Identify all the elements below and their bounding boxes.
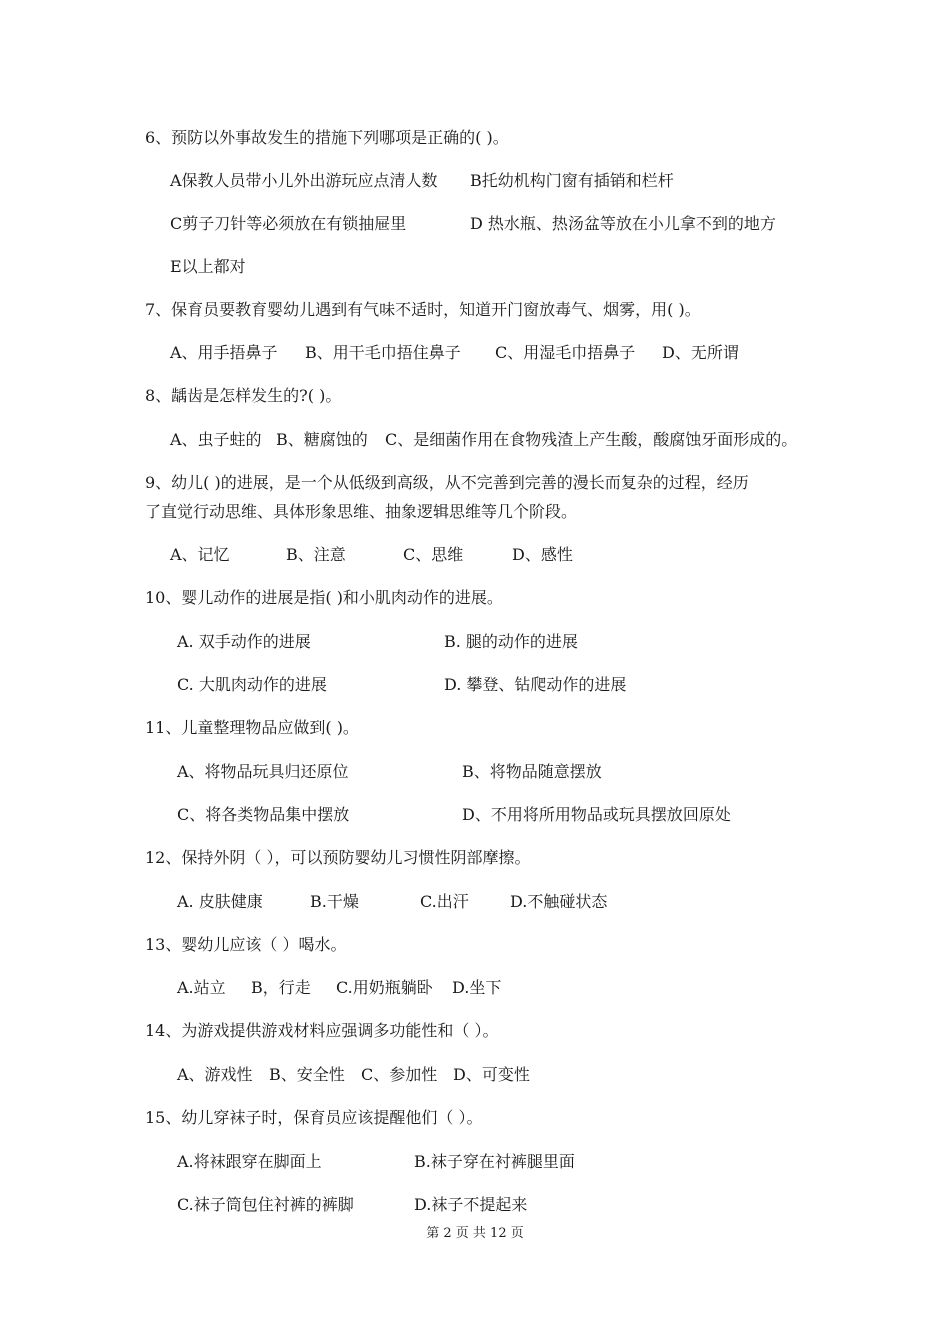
question-9-option-a: A、记忆 [170,545,230,564]
question-14-option-b: B、安全性 [269,1065,345,1084]
question-7-option-a: A、用手捂鼻子 [170,343,278,362]
question-12-stem: 12、保持外阴（ ），可以预防婴幼儿习惯性阴部摩擦。 [145,848,531,867]
question-11-option-c: C、将各类物品集中摆放 [177,805,350,824]
question-14-stem: 14、为游戏提供游戏材料应强调多功能性和（ ）。 [145,1021,499,1040]
question-11-option-b: B、将物品随意摆放 [462,762,602,781]
question-10-option-d: D. 攀登、钻爬动作的进展 [444,675,627,694]
question-15-option-d: D.袜子不提起来 [414,1195,528,1214]
question-15-stem: 15、幼儿穿袜子时，保育员应该提醒他们（ ）。 [145,1108,483,1127]
question-13-stem: 13、婴幼儿应该（ ）喝水。 [145,935,347,954]
question-7-option-d: D、无所谓 [662,343,739,362]
question-12-option-b: B.干燥 [310,892,359,911]
question-15-option-c: C.袜子筒包住衬裤的裤脚 [177,1195,354,1214]
question-10-option-c: C. 大肌肉动作的进展 [177,675,327,694]
question-15-option-a: A.将袜跟穿在脚面上 [177,1152,322,1171]
question-12-option-c: C.出汗 [420,892,469,911]
question-12-option-d: D.不触碰状态 [510,892,608,911]
question-13-option-a: A.站立 [177,978,226,997]
question-13-option-d: D.坐下 [452,978,502,997]
question-11-stem: 11、儿童整理物品应做到( )。 [145,718,359,737]
question-6-option-a: A保教人员带小儿外出游玩应点清人数 [170,171,438,190]
question-14-option-d: D、可变性 [453,1065,530,1084]
question-6-option-b: B托幼机构门窗有插销和栏杆 [470,171,674,190]
question-8-option-c: C、是细菌作用在食物残渣上产生酸，酸腐蚀牙面形成的。 [385,430,798,449]
question-9-stem-line-1: 9、幼儿( )的进展，是一个从低级到高级，从不完善到完善的漫长而复杂的过程，经历 [145,473,749,492]
question-7-stem: 7、保育员要教育婴幼儿遇到有气味不适时，知道开门窗放毒气、烟雾，用( )。 [145,300,701,319]
question-13-option-c: C.用奶瓶躺卧 [336,978,433,997]
question-15-option-b: B.袜子穿在衬裤腿里面 [414,1152,575,1171]
question-14-option-c: C、参加性 [361,1065,438,1084]
question-9-stem-line-2: 了直觉行动思维、具体形象思维、抽象逻辑思维等几个阶段。 [145,502,578,521]
question-11-option-a: A、将物品玩具归还原位 [177,762,349,781]
question-7-option-b: B、用干毛巾捂住鼻子 [305,343,461,362]
question-6-option-d: D 热水瓶、热汤盆等放在小儿拿不到的地方 [470,214,776,233]
question-11-option-d: D、不用将所用物品或玩具摆放回原处 [462,805,731,824]
question-10-option-a: A. 双手动作的进展 [177,632,311,651]
question-9-option-d: D、感性 [512,545,573,564]
question-6-option-c: C剪子刀针等必须放在有锁抽屉里 [170,214,407,233]
question-10-option-b: B. 腿的动作的进展 [444,632,578,651]
question-8-option-b: B、糖腐蚀的 [276,430,368,449]
question-9-option-c: C、思维 [403,545,464,564]
question-6-option-e: E以上都对 [170,257,246,276]
question-8-option-a: A、虫子蛀的 [170,430,262,449]
page-footer: 第 2 页 共 12 页 [426,1226,524,1241]
question-9-option-b: B、注意 [286,545,346,564]
question-8-stem: 8、龋齿是怎样发生的?( )。 [145,386,342,405]
question-14-option-a: A、游戏性 [177,1065,253,1084]
question-6-stem: 6、预防以外事故发生的措施下列哪项是正确的( )。 [145,128,509,147]
question-13-option-b: B，行走 [251,978,311,997]
question-12-option-a: A. 皮肤健康 [177,892,263,911]
question-7-option-c: C、用湿毛巾捂鼻子 [495,343,636,362]
question-10-stem: 10、婴儿动作的进展是指( )和小肌肉动作的进展。 [145,588,503,607]
